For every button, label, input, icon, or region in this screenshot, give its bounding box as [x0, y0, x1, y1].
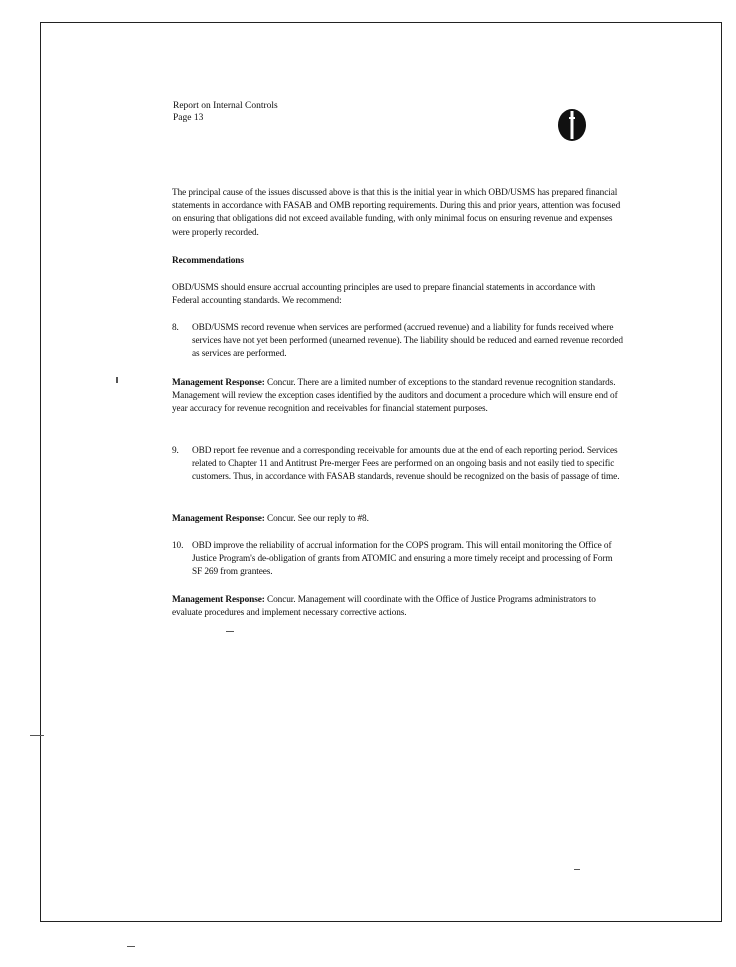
scan-mark — [127, 946, 135, 947]
scan-mark — [574, 869, 580, 870]
scan-mark — [30, 735, 44, 736]
intro-paragraph — [172, 187, 624, 240]
management-response-label: Management Response: — [172, 595, 265, 605]
page-number: Page 13 — [173, 113, 204, 123]
recommendation-number: 8. — [172, 323, 179, 333]
recommendation-text: OBD/USMS record revenue when services are performed (accrued revenue) and a liability for funds received where services have not yet been performed (unearned revenue). The liability should be reduced and earned revenue recorded as services are performed. — [192, 323, 623, 360]
scan-mark — [226, 631, 234, 632]
scan-mark — [116, 377, 118, 383]
management-response-label: Management Response: — [172, 514, 265, 524]
management-response-text: Concur. Management will coordinate with the Office of Justice Programs administrators to evaluate procedures and implement necessary corrective actions. — [172, 595, 596, 619]
recommendation-text: OBD improve the reliability of accrual information for the COPS program. This will entail monitoring the Office of Justice Program's de-obligation of grants from ATOMIC and ensuring a more timely receipt and processing of Form SF 269 from grantees. — [192, 541, 613, 578]
management-response-label: Management Response: — [172, 378, 265, 388]
seal-logo-icon — [557, 108, 587, 142]
recommendations-intro-text: OBD/USMS should ensure accrual accounting principles are used to prepare financial statements in accordance with Federal accounting standards. We recommend: — [172, 283, 596, 307]
management-response-9 — [172, 513, 624, 526]
page-header — [173, 100, 278, 124]
recommendations-intro — [172, 282, 624, 308]
recommendation-10 — [172, 540, 624, 580]
recommendation-9 — [172, 445, 624, 485]
recommendation-number: 10. — [172, 541, 184, 551]
recommendations-heading: Recommendations — [172, 256, 244, 266]
recommendation-number: 9. — [172, 446, 179, 456]
management-response-text: Concur. See our reply to #8. — [267, 514, 369, 524]
intro-text: The principal cause of the issues discussed above is that this is the initial year in which OBD/USMS has prepared financial statements in accordance with FASAB and OMB reporting requirements. During this and prior years, attention was focused on ensuring that obligations did not exceed available funding, with only minimal focus on ensuring revenue and expenses were properly recorded. — [172, 188, 621, 238]
management-response-8 — [172, 377, 624, 417]
management-response-text: Concur. There are a limited number of exceptions to the standard revenue recognition standards. Management will review the exception cases identified by the auditors and document a procedure which will ensure end of year accuracy for revenue recognition and receivables for financial statement purposes. — [172, 378, 618, 415]
management-response-10 — [172, 594, 624, 620]
recommendation-text: OBD report fee revenue and a corresponding receivable for amounts due at the end of each reporting period. Services related to Chapter 11 and Antitrust Pre-merger Fees are performed on an ongoing basis and not easily tied to specific customers. Thus, in accordance with FASAB standards, revenue should be recognized on the basis of passage of time. — [192, 446, 620, 483]
recommendation-8 — [172, 322, 624, 362]
report-title: Report on Internal Controls — [173, 101, 278, 111]
